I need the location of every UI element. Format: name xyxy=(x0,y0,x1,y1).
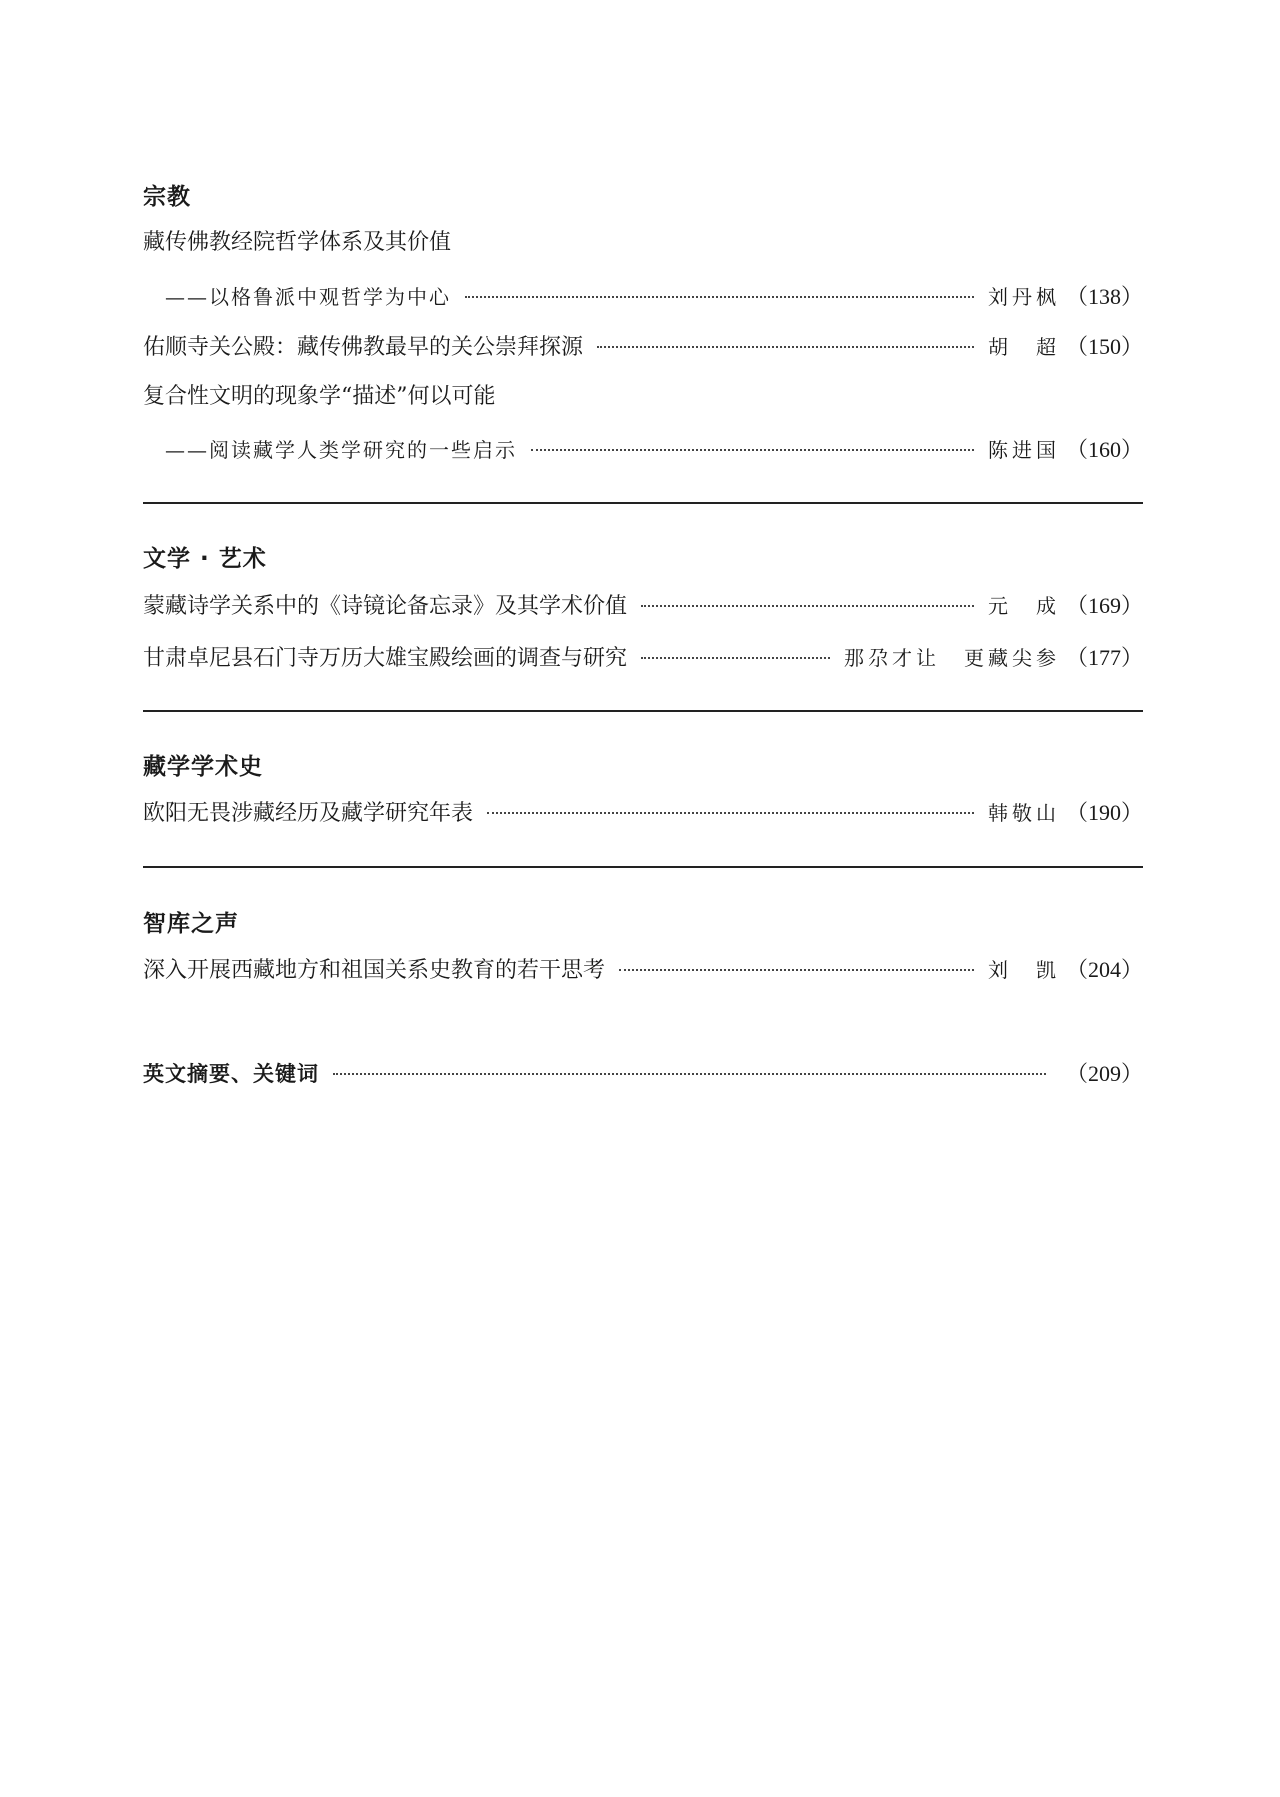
entry-author: 韩敬山 xyxy=(987,801,1060,825)
entry-title: 藏传佛教经院哲学体系及其价值 xyxy=(143,230,452,255)
toc-entry[interactable] xyxy=(143,437,1143,463)
dot-leader xyxy=(487,812,974,814)
entry-title: 欧阳无畏涉藏经历及藏学研究年表 xyxy=(143,801,474,826)
section-divider xyxy=(143,866,1143,868)
entry-page-number: （169） xyxy=(1065,593,1143,618)
toc-entry[interactable] xyxy=(143,593,1143,620)
entry-author: 刘 凯 xyxy=(987,958,1060,982)
dot-leader xyxy=(531,449,974,451)
dot-leader xyxy=(641,657,830,659)
dot-leader xyxy=(641,605,974,607)
entry-author: 陈进国 xyxy=(987,438,1060,462)
entry-title: 佑顺寺关公殿：藏传佛教最早的关公崇拜探源 xyxy=(143,335,584,360)
section-heading-tibetology-history: 藏学学术史 xyxy=(143,754,263,780)
dot-leader xyxy=(465,296,974,298)
entry-title: 蒙藏诗学关系中的《诗镜论备忘录》及其学术价值 xyxy=(143,594,628,619)
appendix-title: 英文摘要、关键词 xyxy=(143,1062,319,1086)
entry-author: 那尕才让 更藏尖参 xyxy=(843,646,1060,670)
toc-entry[interactable] xyxy=(143,645,1143,672)
entry-page-number: （160） xyxy=(1065,437,1143,462)
entry-page-number: （190） xyxy=(1065,800,1143,825)
section-heading-think-tank: 智库之声 xyxy=(143,911,239,937)
toc-entry-appendix[interactable] xyxy=(143,1061,1143,1087)
dot-leader xyxy=(619,969,974,971)
dot-leader xyxy=(333,1073,1046,1075)
toc-entry[interactable] xyxy=(143,957,1143,984)
section-divider xyxy=(143,710,1143,712)
entry-author: 胡 超 xyxy=(987,335,1060,359)
entry-title: 复合性文明的现象学“描述”何以可能 xyxy=(143,384,496,409)
toc-entry[interactable] xyxy=(143,384,1143,410)
section-divider xyxy=(143,502,1143,504)
section-heading-religion: 宗教 xyxy=(143,184,191,210)
toc-entry[interactable] xyxy=(143,284,1143,310)
entry-title: 深入开展西藏地方和祖国关系史教育的若干思考 xyxy=(143,958,606,983)
entry-subtitle: ——以格鲁派中观哲学为中心 xyxy=(165,285,451,309)
section-heading-literature-art: 文学 · 艺术 xyxy=(143,546,267,572)
entry-page-number: （209） xyxy=(1065,1061,1143,1086)
entry-author: 元 成 xyxy=(987,594,1060,618)
entry-title: 甘肃卓尼县石门寺万历大雄宝殿绘画的调查与研究 xyxy=(143,646,628,671)
toc-entry[interactable] xyxy=(143,334,1143,361)
entry-page-number: （150） xyxy=(1065,334,1143,359)
toc-entry[interactable] xyxy=(143,230,1143,256)
entry-page-number: （138） xyxy=(1065,284,1143,309)
entry-author: 刘丹枫 xyxy=(987,285,1060,309)
dot-leader xyxy=(597,346,974,348)
entry-page-number: （204） xyxy=(1065,957,1143,982)
entry-page-number: （177） xyxy=(1065,645,1143,670)
toc-entry[interactable] xyxy=(143,800,1143,827)
entry-subtitle: ——阅读藏学人类学研究的一些启示 xyxy=(165,438,517,462)
